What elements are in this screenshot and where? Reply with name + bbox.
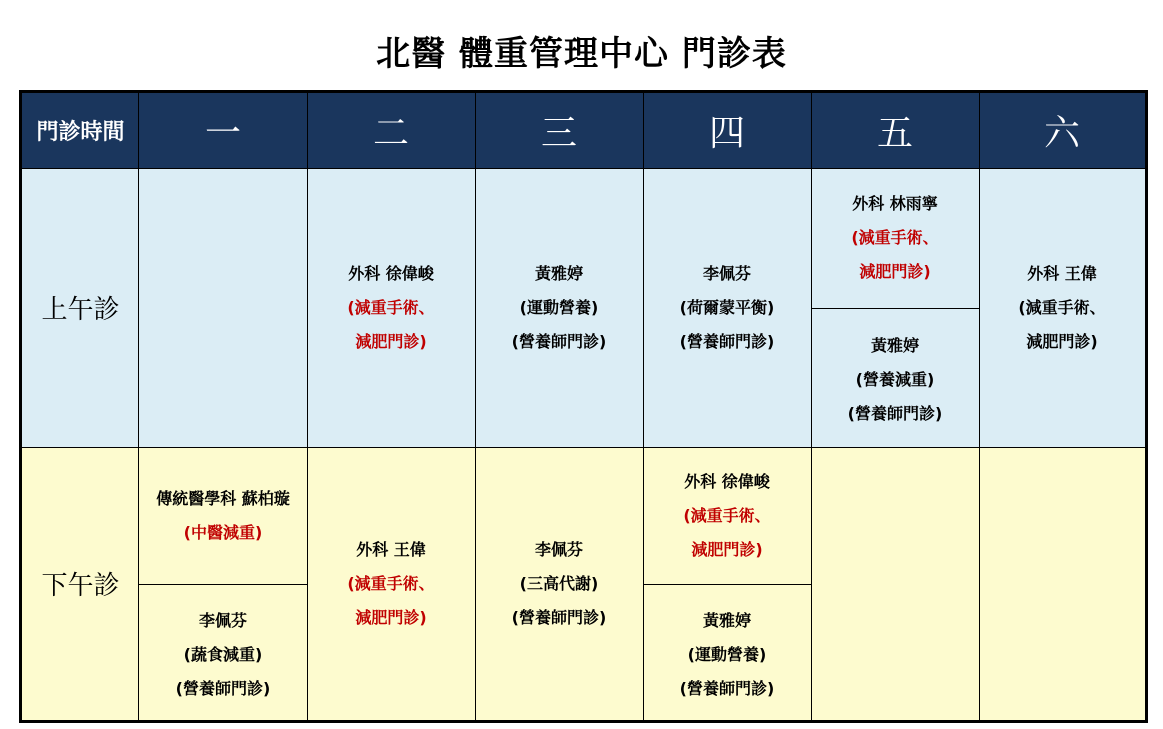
pm-mon-bottom-doctor: 李佩芬 bbox=[198, 611, 247, 630]
pm-thu-bottom-note-2: (營養師門診) bbox=[679, 679, 775, 698]
pm-wed-cell bbox=[475, 447, 643, 720]
am-fri-top-doctor: 外科 林雨寧 bbox=[852, 194, 938, 213]
am-sat-note-2: 減肥門診) bbox=[1026, 331, 1098, 351]
am-tue-note-1: (減重手術、 bbox=[347, 297, 435, 317]
grid-line-col-6 bbox=[979, 93, 980, 720]
grid-line-col-4 bbox=[643, 93, 644, 720]
pm-mon-bottom-cell bbox=[139, 584, 307, 720]
pm-tue-note-2: 減肥門診) bbox=[355, 607, 427, 627]
header-day-fri: 五 bbox=[811, 93, 979, 168]
am-fri-bottom-note-1: (營養減重) bbox=[855, 369, 935, 389]
pm-wed-note-1: (三高代謝) bbox=[519, 573, 599, 593]
pm-thu-top-note-1: (減重手術、 bbox=[683, 505, 771, 525]
am-sat-note-1: (減重手術、 bbox=[1018, 297, 1106, 317]
pm-mon-top-doctor: 傳統醫學科 蘇柏璇 bbox=[156, 488, 290, 508]
pm-sat-cell bbox=[979, 447, 1145, 720]
pm-mon-bottom-note-1: (蔬食減重) bbox=[183, 645, 263, 664]
header-time-label: 門診時間 bbox=[22, 93, 139, 168]
grid-line-col-1 bbox=[138, 93, 139, 720]
row-label-pm: 下午診 bbox=[22, 447, 139, 720]
pm-mon-top-cell bbox=[139, 447, 307, 584]
pm-wed-doctor: 李佩芬 bbox=[534, 539, 583, 559]
am-fri-bottom-cell bbox=[811, 308, 979, 447]
grid-line-pm-mon-split bbox=[139, 584, 307, 585]
grid-line-col-2 bbox=[307, 93, 308, 720]
pm-thu-bottom-note-1: (運動營養) bbox=[687, 645, 767, 664]
header-day-wed: 三 bbox=[475, 93, 643, 168]
pm-thu-top-note-2: 減肥門診) bbox=[691, 539, 763, 559]
grid-line-col-5 bbox=[811, 93, 812, 720]
am-wed-note-2: (營養師門診) bbox=[511, 331, 607, 351]
am-sat-doctor: 外科 王偉 bbox=[1027, 263, 1097, 283]
grid-line-header bbox=[22, 168, 1145, 169]
am-tue-doctor: 外科 徐偉峻 bbox=[348, 263, 434, 283]
am-tue-cell bbox=[307, 168, 475, 447]
header-day-mon: 一 bbox=[139, 93, 307, 168]
am-wed-cell bbox=[475, 168, 643, 447]
am-thu-doctor: 李佩芬 bbox=[702, 263, 751, 283]
pm-thu-top-cell bbox=[643, 447, 811, 584]
pm-thu-bottom-cell bbox=[643, 584, 811, 720]
grid-line-am-pm bbox=[22, 447, 1145, 448]
am-tue-note-2: 減肥門診) bbox=[355, 331, 427, 351]
header-day-thu: 四 bbox=[643, 93, 811, 168]
am-fri-top-note-1: (減重手術、 bbox=[851, 228, 939, 247]
page-title: 北醫 體重管理中心 門診表 bbox=[376, 34, 787, 74]
pm-tue-doctor: 外科 王偉 bbox=[356, 539, 426, 559]
pm-tue-note-1: (減重手術、 bbox=[347, 573, 435, 593]
pm-wed-note-2: (營養師門診) bbox=[511, 607, 607, 627]
pm-tue-cell bbox=[307, 447, 475, 720]
am-sat-cell bbox=[979, 168, 1145, 447]
am-wed-doctor: 黃雅婷 bbox=[534, 263, 583, 283]
pm-fri-cell bbox=[811, 447, 979, 720]
am-mon-cell bbox=[139, 168, 307, 447]
grid-line-col-3 bbox=[475, 93, 476, 720]
pm-mon-top-note: (中醫減重) bbox=[183, 522, 263, 542]
am-thu-cell bbox=[643, 168, 811, 447]
header-day-sat: 六 bbox=[979, 93, 1145, 168]
header-day-tue: 二 bbox=[307, 93, 475, 168]
am-fri-bottom-doctor: 黃雅婷 bbox=[870, 335, 919, 355]
am-fri-top-cell bbox=[811, 168, 979, 308]
grid-line-am-fri-split bbox=[811, 308, 979, 309]
am-thu-note-1: (荷爾蒙平衡) bbox=[679, 297, 775, 317]
am-wed-note-1: (運動營養) bbox=[519, 297, 599, 317]
row-label-am: 上午診 bbox=[22, 168, 139, 447]
am-fri-top-note-2: 減肥門診) bbox=[859, 262, 931, 281]
grid-line-pm-thu-split bbox=[643, 584, 811, 585]
pm-mon-bottom-note-2: (營養師門診) bbox=[175, 679, 271, 698]
pm-thu-bottom-doctor: 黃雅婷 bbox=[702, 611, 751, 630]
am-fri-bottom-note-2: (營養師門診) bbox=[847, 403, 943, 423]
clinic-schedule-table bbox=[19, 90, 1148, 723]
am-thu-note-2: (營養師門診) bbox=[679, 331, 775, 351]
pm-thu-top-doctor: 外科 徐偉峻 bbox=[684, 471, 770, 491]
